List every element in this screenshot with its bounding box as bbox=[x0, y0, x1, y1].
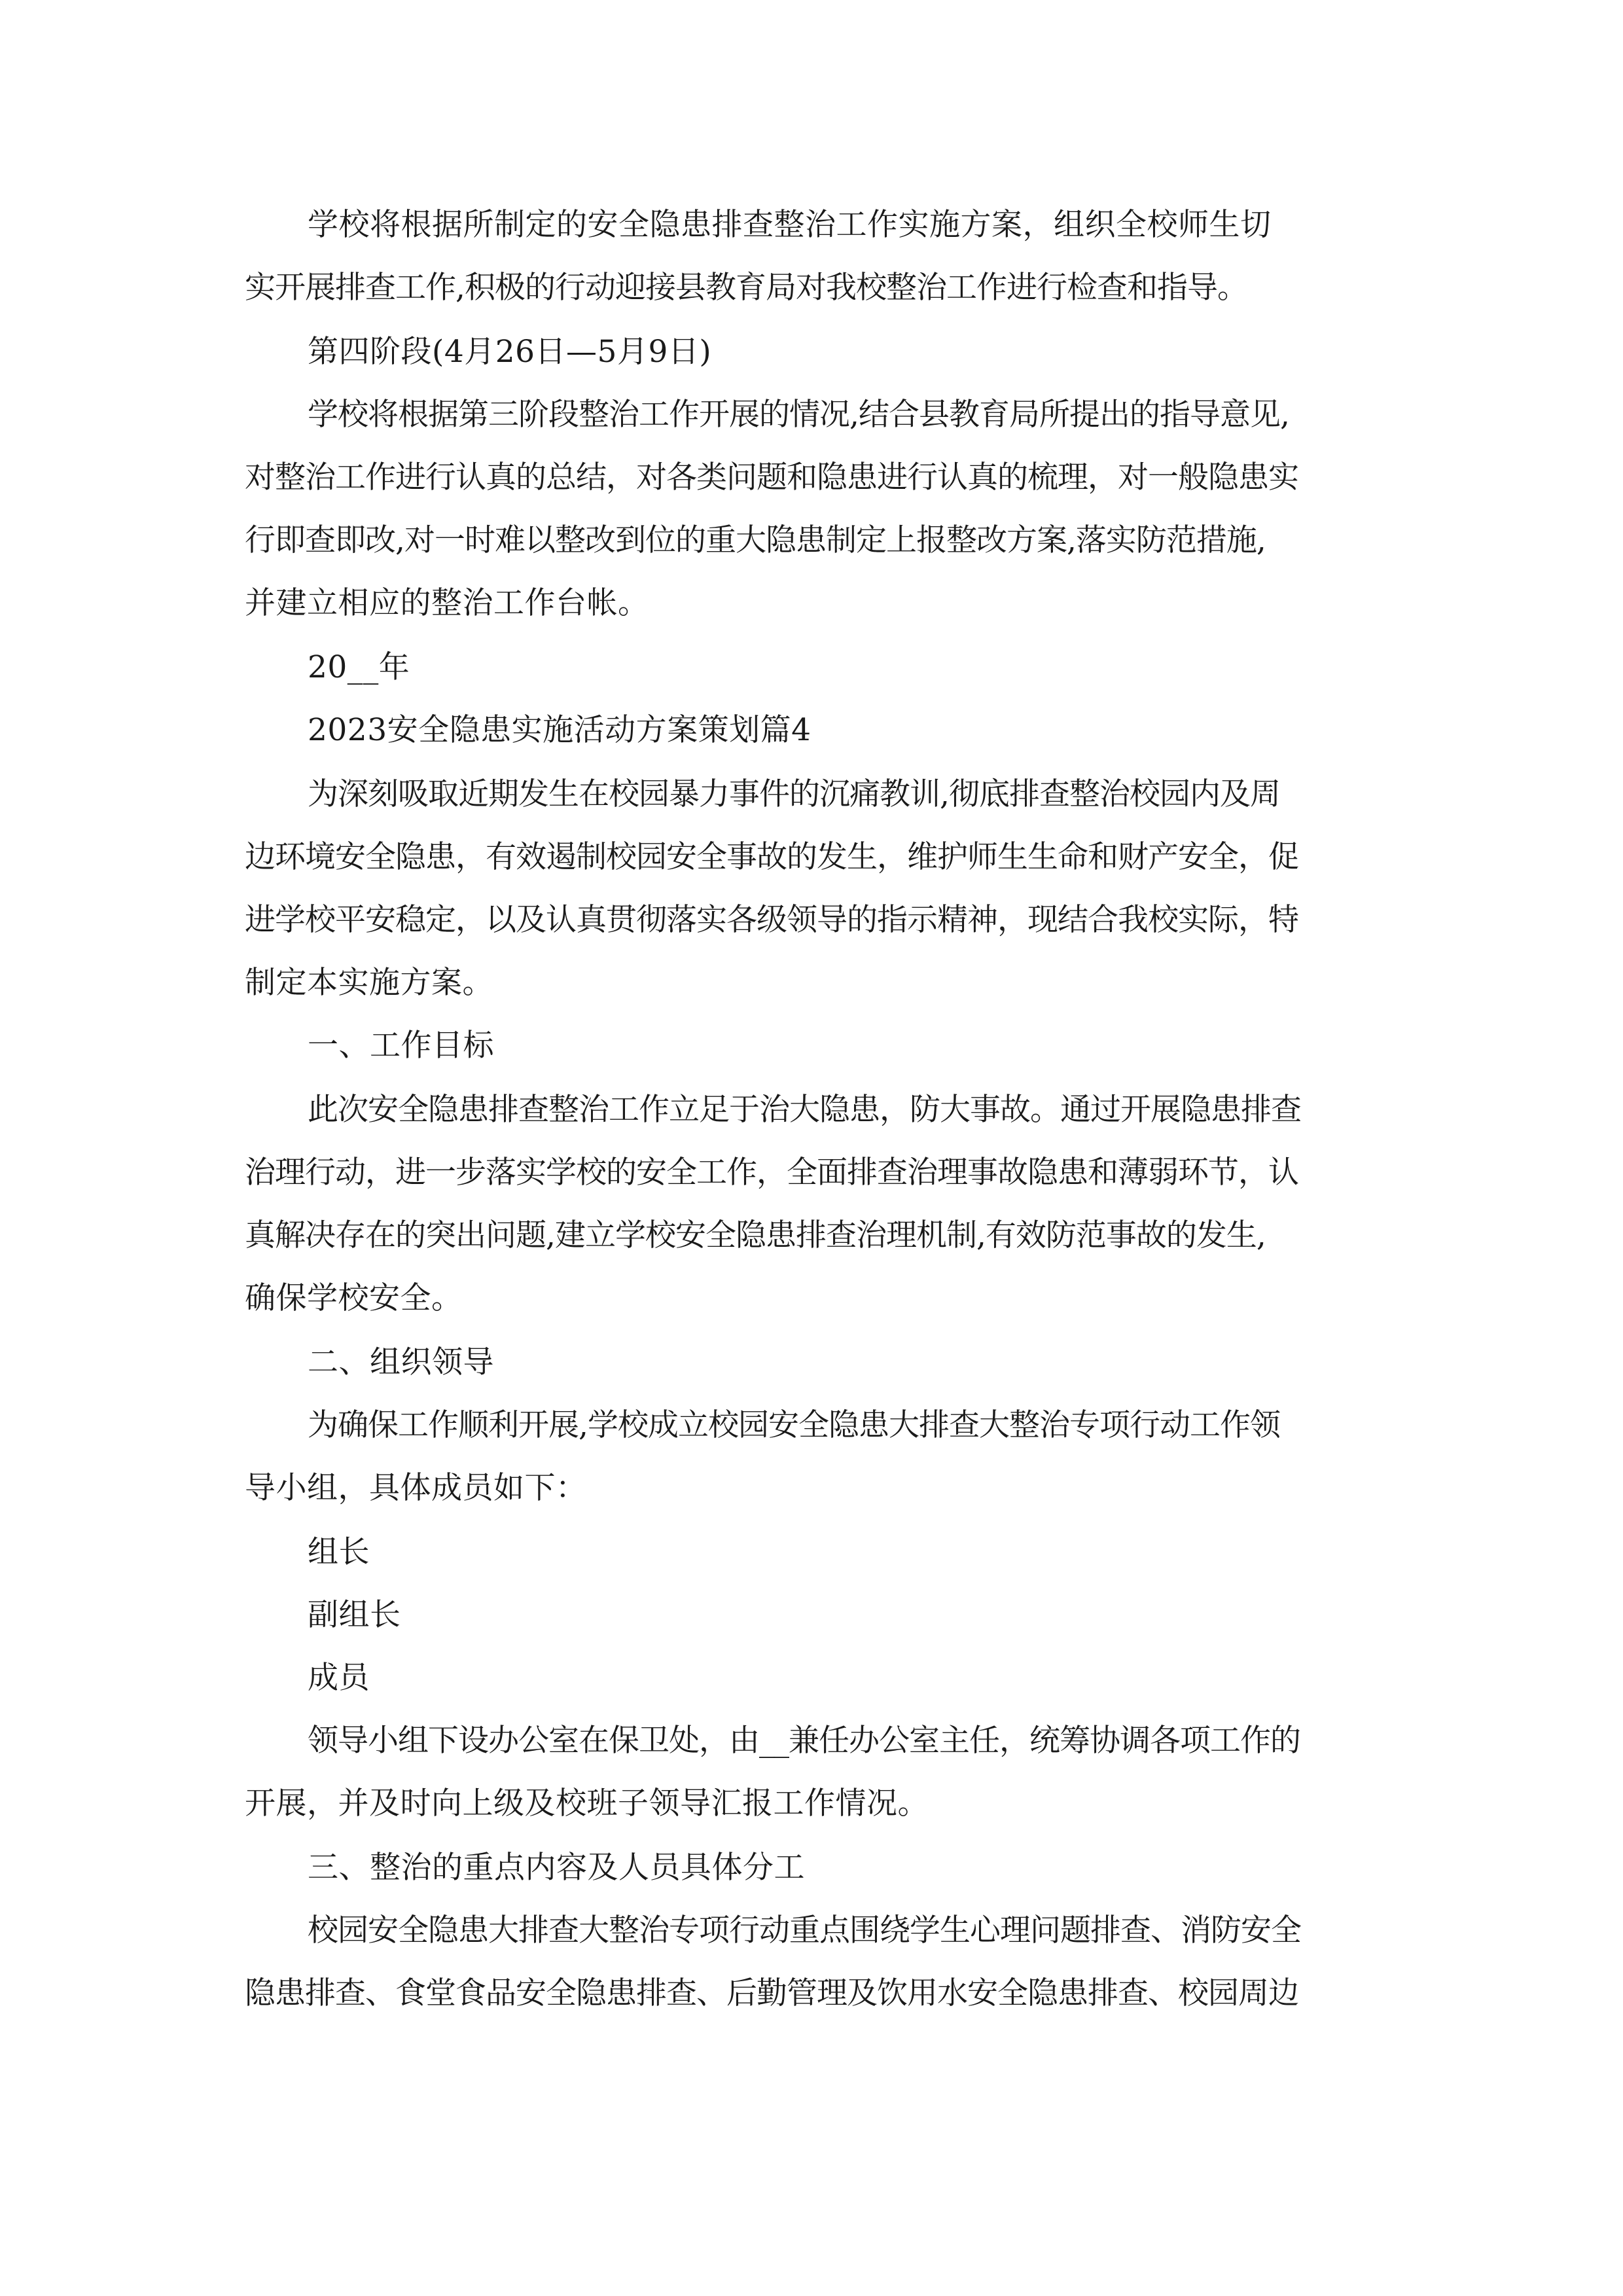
section-heading: 一、工作目标 bbox=[308, 1028, 494, 1064]
paragraph-line: 对整治工作进行认真的总结，对各类问题和隐患进行认真的梳理，对一般隐患实 bbox=[245, 459, 1298, 495]
paragraph-line: 校园安全隐患大排查大整治专项行动重点围绕学生心理问题排查、消防安全 bbox=[308, 1912, 1301, 1948]
paragraph-line: 边环境安全隐患，有效遏制校园安全事故的发生，维护师生生命和财产安全，促 bbox=[245, 839, 1298, 875]
year-line: 20__年 bbox=[308, 649, 410, 685]
paragraph-line: 此次安全隐患排查整治工作立足于治大隐患，防大事故。通过开展隐患排查 bbox=[308, 1092, 1301, 1128]
paragraph-line: 学校将根据第三阶段整治工作开展的情况,结合县教育局所提出的指导意见, bbox=[308, 397, 1289, 433]
paragraph-line: 学校将根据所制定的安全隐患排查整治工作实施方案，组织全校师生切 bbox=[308, 207, 1272, 243]
role-line: 成员 bbox=[308, 1660, 370, 1696]
paragraph-line: 确保学校安全。 bbox=[245, 1280, 463, 1316]
paragraph-line: 为深刻吸取近期发生在校园暴力事件的沉痛教训,彻底排查整治校园内及周 bbox=[308, 776, 1280, 812]
paragraph-line: 制定本实施方案。 bbox=[245, 965, 493, 1001]
paragraph-line: 真解决存在的突出问题,建立学校安全隐患排查治理机制,有效防范事故的发生, bbox=[245, 1217, 1266, 1253]
paragraph-line: 为确保工作顺利开展,学校成立校园安全隐患大排查大整治专项行动工作领 bbox=[308, 1407, 1280, 1443]
paragraph-line: 行即查即改,对一时难以整改到位的重大隐患制定上报整改方案,落实防范措施, bbox=[245, 522, 1266, 558]
section-heading: 二、组织领导 bbox=[308, 1344, 494, 1380]
paragraph-line: 进学校平安稳定，以及认真贯彻落实各级领导的指示精神，现结合我校实际，特 bbox=[245, 902, 1298, 938]
paragraph-line: 导小组，具体成员如下： bbox=[245, 1470, 587, 1506]
paragraph-line: 领导小组下设办公室在保卫处，由__兼任办公室主任，统筹协调各项工作的 bbox=[308, 1723, 1300, 1759]
paragraph-line: 治理行动，进一步落实学校的安全工作，全面排查治理事故隐患和薄弱环节，认 bbox=[245, 1155, 1298, 1191]
section-title: 2023安全隐患实施活动方案策划篇4 bbox=[308, 712, 812, 748]
paragraph-line: 实开展排查工作,积极的行动迎接县教育局对我校整治工作进行检查和指导。 bbox=[245, 270, 1247, 306]
role-line: 组长 bbox=[308, 1534, 370, 1570]
paragraph-line: 隐患排查、食堂食品安全隐患排查、后勤管理及饮用水安全隐患排查、校园周边 bbox=[245, 1975, 1298, 2011]
section-heading: 第四阶段(4月26日—5月9日) bbox=[308, 334, 712, 370]
paragraph-line: 开展，并及时向上级及校班子领导汇报工作情况。 bbox=[245, 1785, 929, 1821]
section-heading: 三、整治的重点内容及人员具体分工 bbox=[308, 1850, 805, 1886]
paragraph-line: 并建立相应的整治工作台帐。 bbox=[245, 585, 649, 621]
role-line: 副组长 bbox=[308, 1597, 401, 1633]
